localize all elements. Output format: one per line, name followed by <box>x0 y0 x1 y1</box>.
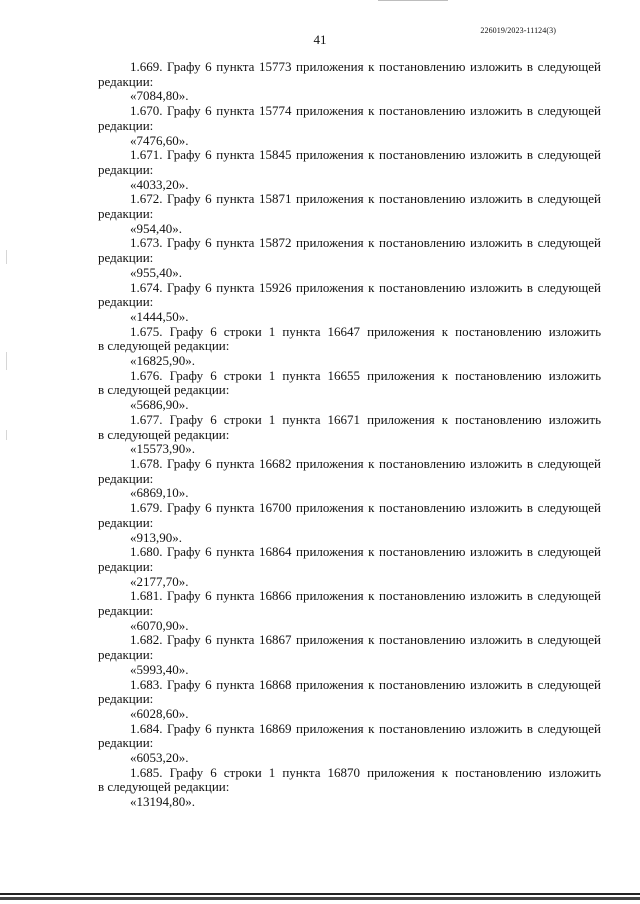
amendment-item <box>98 369 601 413</box>
scan-artifact-top <box>378 0 448 1</box>
amendment-value: «15573,90». <box>130 441 195 457</box>
amendment-value: «955,40». <box>130 264 182 280</box>
amendment-value: «6053,20». <box>130 750 189 766</box>
scan-artifact-margin <box>6 430 7 440</box>
amendment-text-continuation: редакции: <box>98 691 154 707</box>
amendment-text-continuation: редакции: <box>98 603 154 619</box>
amendment-text-continuation: редакции: <box>98 514 154 530</box>
amendment-item <box>98 545 601 589</box>
amendment-item <box>98 148 601 192</box>
amendment-text-continuation: в следующей редакции: <box>98 779 230 795</box>
scan-artifact-margin <box>6 352 7 370</box>
amendment-text: 1.685. Графу 6 строки 1 пункта 16870 приложения к постановлению изложить <box>130 764 601 780</box>
amendment-value: «16825,90». <box>130 353 195 369</box>
amendment-text: 1.677. Графу 6 строки 1 пункта 16671 приложения к постановлению изложить <box>130 411 601 427</box>
amendment-text: 1.672. Графу 6 пункта 15871 приложения к постановлению изложить в следующей <box>130 191 601 207</box>
amendment-text: 1.669. Графу 6 пункта 15773 приложения к постановлению изложить в следующей <box>130 59 601 74</box>
amendment-item <box>98 104 601 148</box>
amendment-text: 1.682. Графу 6 пункта 16867 приложения к постановлению изложить в следующей <box>130 632 601 648</box>
amendment-text-continuation: редакции: <box>98 647 154 663</box>
amendment-value: «6070,90». <box>130 617 189 633</box>
amendment-item <box>98 281 601 325</box>
amendment-text: 1.681. Графу 6 пункта 16866 приложения к постановлению изложить в следующей <box>130 588 601 604</box>
document-registration-number: 226019/2023-11124(3) <box>480 26 556 35</box>
amendment-value: «954,40». <box>130 220 182 236</box>
amendment-text: 1.676. Графу 6 строки 1 пункта 16655 приложения к постановлению изложить <box>130 367 601 383</box>
amendment-item <box>98 501 601 545</box>
amendment-text: 1.684. Графу 6 пункта 16869 приложения к постановлению изложить в следующей <box>130 720 601 736</box>
scan-edge-line <box>0 897 640 900</box>
amendment-text-continuation: в следующей редакции: <box>98 382 230 398</box>
amendment-value: «7084,80». <box>130 88 189 104</box>
amendment-item <box>98 722 601 766</box>
amendment-text: 1.678. Графу 6 пункта 16682 приложения к постановлению изложить в следующей <box>130 455 601 471</box>
amendment-item <box>98 325 601 369</box>
amendment-item <box>98 413 601 457</box>
amendment-item <box>98 236 601 280</box>
amendment-value: «2177,70». <box>130 573 189 589</box>
amendment-value: «4033,20». <box>130 176 189 192</box>
amendment-text: 1.671. Графу 6 пункта 15845 приложения к постановлению изложить в следующей <box>130 147 601 163</box>
amendment-text-continuation: редакции: <box>98 558 154 574</box>
amendment-value: «7476,60». <box>130 132 189 148</box>
amendment-item <box>98 192 601 236</box>
scan-edge-line <box>0 893 640 895</box>
amendment-value: «5993,40». <box>130 661 189 677</box>
amendment-value: «5686,90». <box>130 397 189 413</box>
amendment-text: 1.683. Графу 6 пункта 16868 приложения к постановлению изложить в следующей <box>130 676 601 692</box>
amendment-text-continuation: редакции: <box>98 73 154 89</box>
amendment-text: 1.670. Графу 6 пункта 15774 приложения к постановлению изложить в следующей <box>130 103 601 119</box>
amendment-item <box>98 633 601 677</box>
amendment-text-continuation: редакции: <box>98 117 154 133</box>
amendment-text-continuation: редакции: <box>98 470 154 486</box>
amendment-text-continuation: редакции: <box>98 735 154 751</box>
amendment-text-continuation: в следующей редакции: <box>98 426 230 442</box>
amendment-item <box>98 60 601 104</box>
amendment-text-continuation: в следующей редакции: <box>98 338 230 354</box>
amendment-text-continuation: редакции: <box>98 206 154 222</box>
amendment-value: «1444,50». <box>130 308 189 324</box>
amendment-text-continuation: редакции: <box>98 250 154 266</box>
amendment-text: 1.679. Графу 6 пункта 16700 приложения к постановлению изложить в следующей <box>130 500 601 516</box>
amendment-item <box>98 457 601 501</box>
amendment-text: 1.674. Графу 6 пункта 15926 приложения к постановлению изложить в следующей <box>130 279 601 295</box>
amendment-value: «913,90». <box>130 529 182 545</box>
amendment-value: «6028,60». <box>130 705 189 721</box>
amendment-item <box>98 589 601 633</box>
amendment-value: «13194,80». <box>130 794 195 810</box>
amendment-value: «6869,10». <box>130 485 189 501</box>
page-number: 41 <box>313 32 327 47</box>
amendment-item <box>98 766 601 810</box>
amendment-text: 1.673. Графу 6 пункта 15872 приложения к постановлению изложить в следующей <box>130 235 601 251</box>
scan-artifact-margin <box>6 250 7 264</box>
amendment-text: 1.680. Графу 6 пункта 16864 приложения к постановлению изложить в следующей <box>130 544 601 560</box>
amendment-text-continuation: редакции: <box>98 161 154 177</box>
amendment-text: 1.675. Графу 6 строки 1 пункта 16647 приложения к постановлению изложить <box>130 323 601 339</box>
amendment-item <box>98 678 601 722</box>
amendment-text-continuation: редакции: <box>98 294 154 310</box>
document-body <box>98 60 601 810</box>
